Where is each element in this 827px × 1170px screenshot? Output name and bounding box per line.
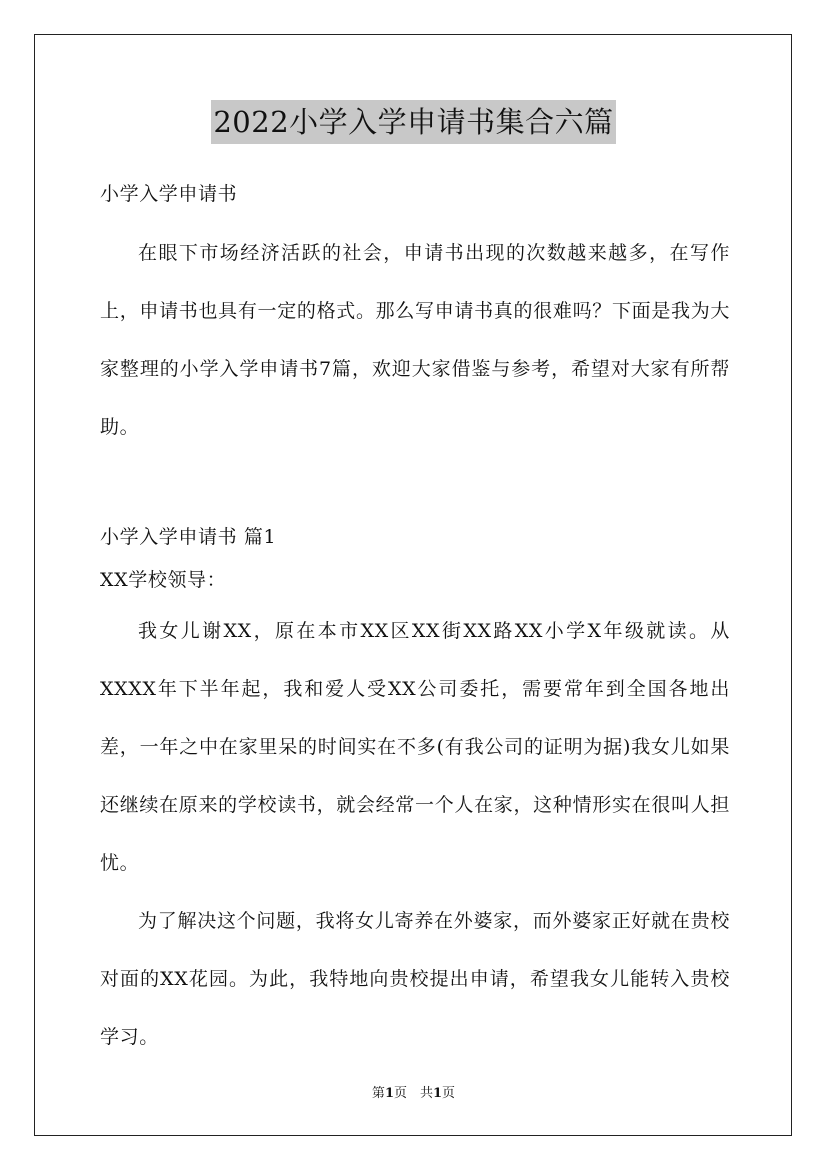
document-title: 2022小学入学申请书集合六篇 bbox=[211, 100, 615, 144]
title-container bbox=[0, 100, 827, 144]
page-current: 1 bbox=[384, 1086, 394, 1101]
salutation: XX学校领导： bbox=[100, 569, 227, 591]
page-footer bbox=[0, 1082, 827, 1101]
body-paragraph: 我女儿谢XX，原在本市XX区XX街XX路XX小学X年级就读。从XXXX年下半年起，我和爱人受XX公司委托，需要常年到全国各地出差，一年之中在家里呆的时间实在不多(有我公司的证明为据)我女儿如果还继续在原来的学校读书，就会经常一个人在家，这种情形实在很叫人担忧。 bbox=[100, 620, 730, 874]
section-heading: 小学入学申请书 篇1 bbox=[100, 526, 277, 548]
intro-heading: 小学入学申请书 bbox=[100, 183, 238, 205]
intro-paragraph: 在眼下市场经济活跃的社会，申请书出现的次数越来越多，在写作上，申请书也具有一定的格式。那么写申请书真的很难吗？下面是我为大家整理的小学入学申请书7篇，欢迎大家借鉴与参考，希望对大家有所帮助。 bbox=[100, 242, 730, 438]
body-paragraph: 为了解决这个问题，我将女儿寄养在外婆家，而外婆家正好就在贵校对面的XX花园。为此，我特地向贵校提出申请，希望我女儿能转入贵校学习。 bbox=[100, 910, 730, 1048]
document-body bbox=[100, 173, 730, 1066]
page-total: 1 bbox=[433, 1086, 443, 1101]
page-label-suffix: 页 bbox=[442, 1086, 456, 1101]
page-label-mid: 页 共 bbox=[393, 1086, 433, 1101]
page-label-prefix: 第 bbox=[371, 1086, 385, 1101]
